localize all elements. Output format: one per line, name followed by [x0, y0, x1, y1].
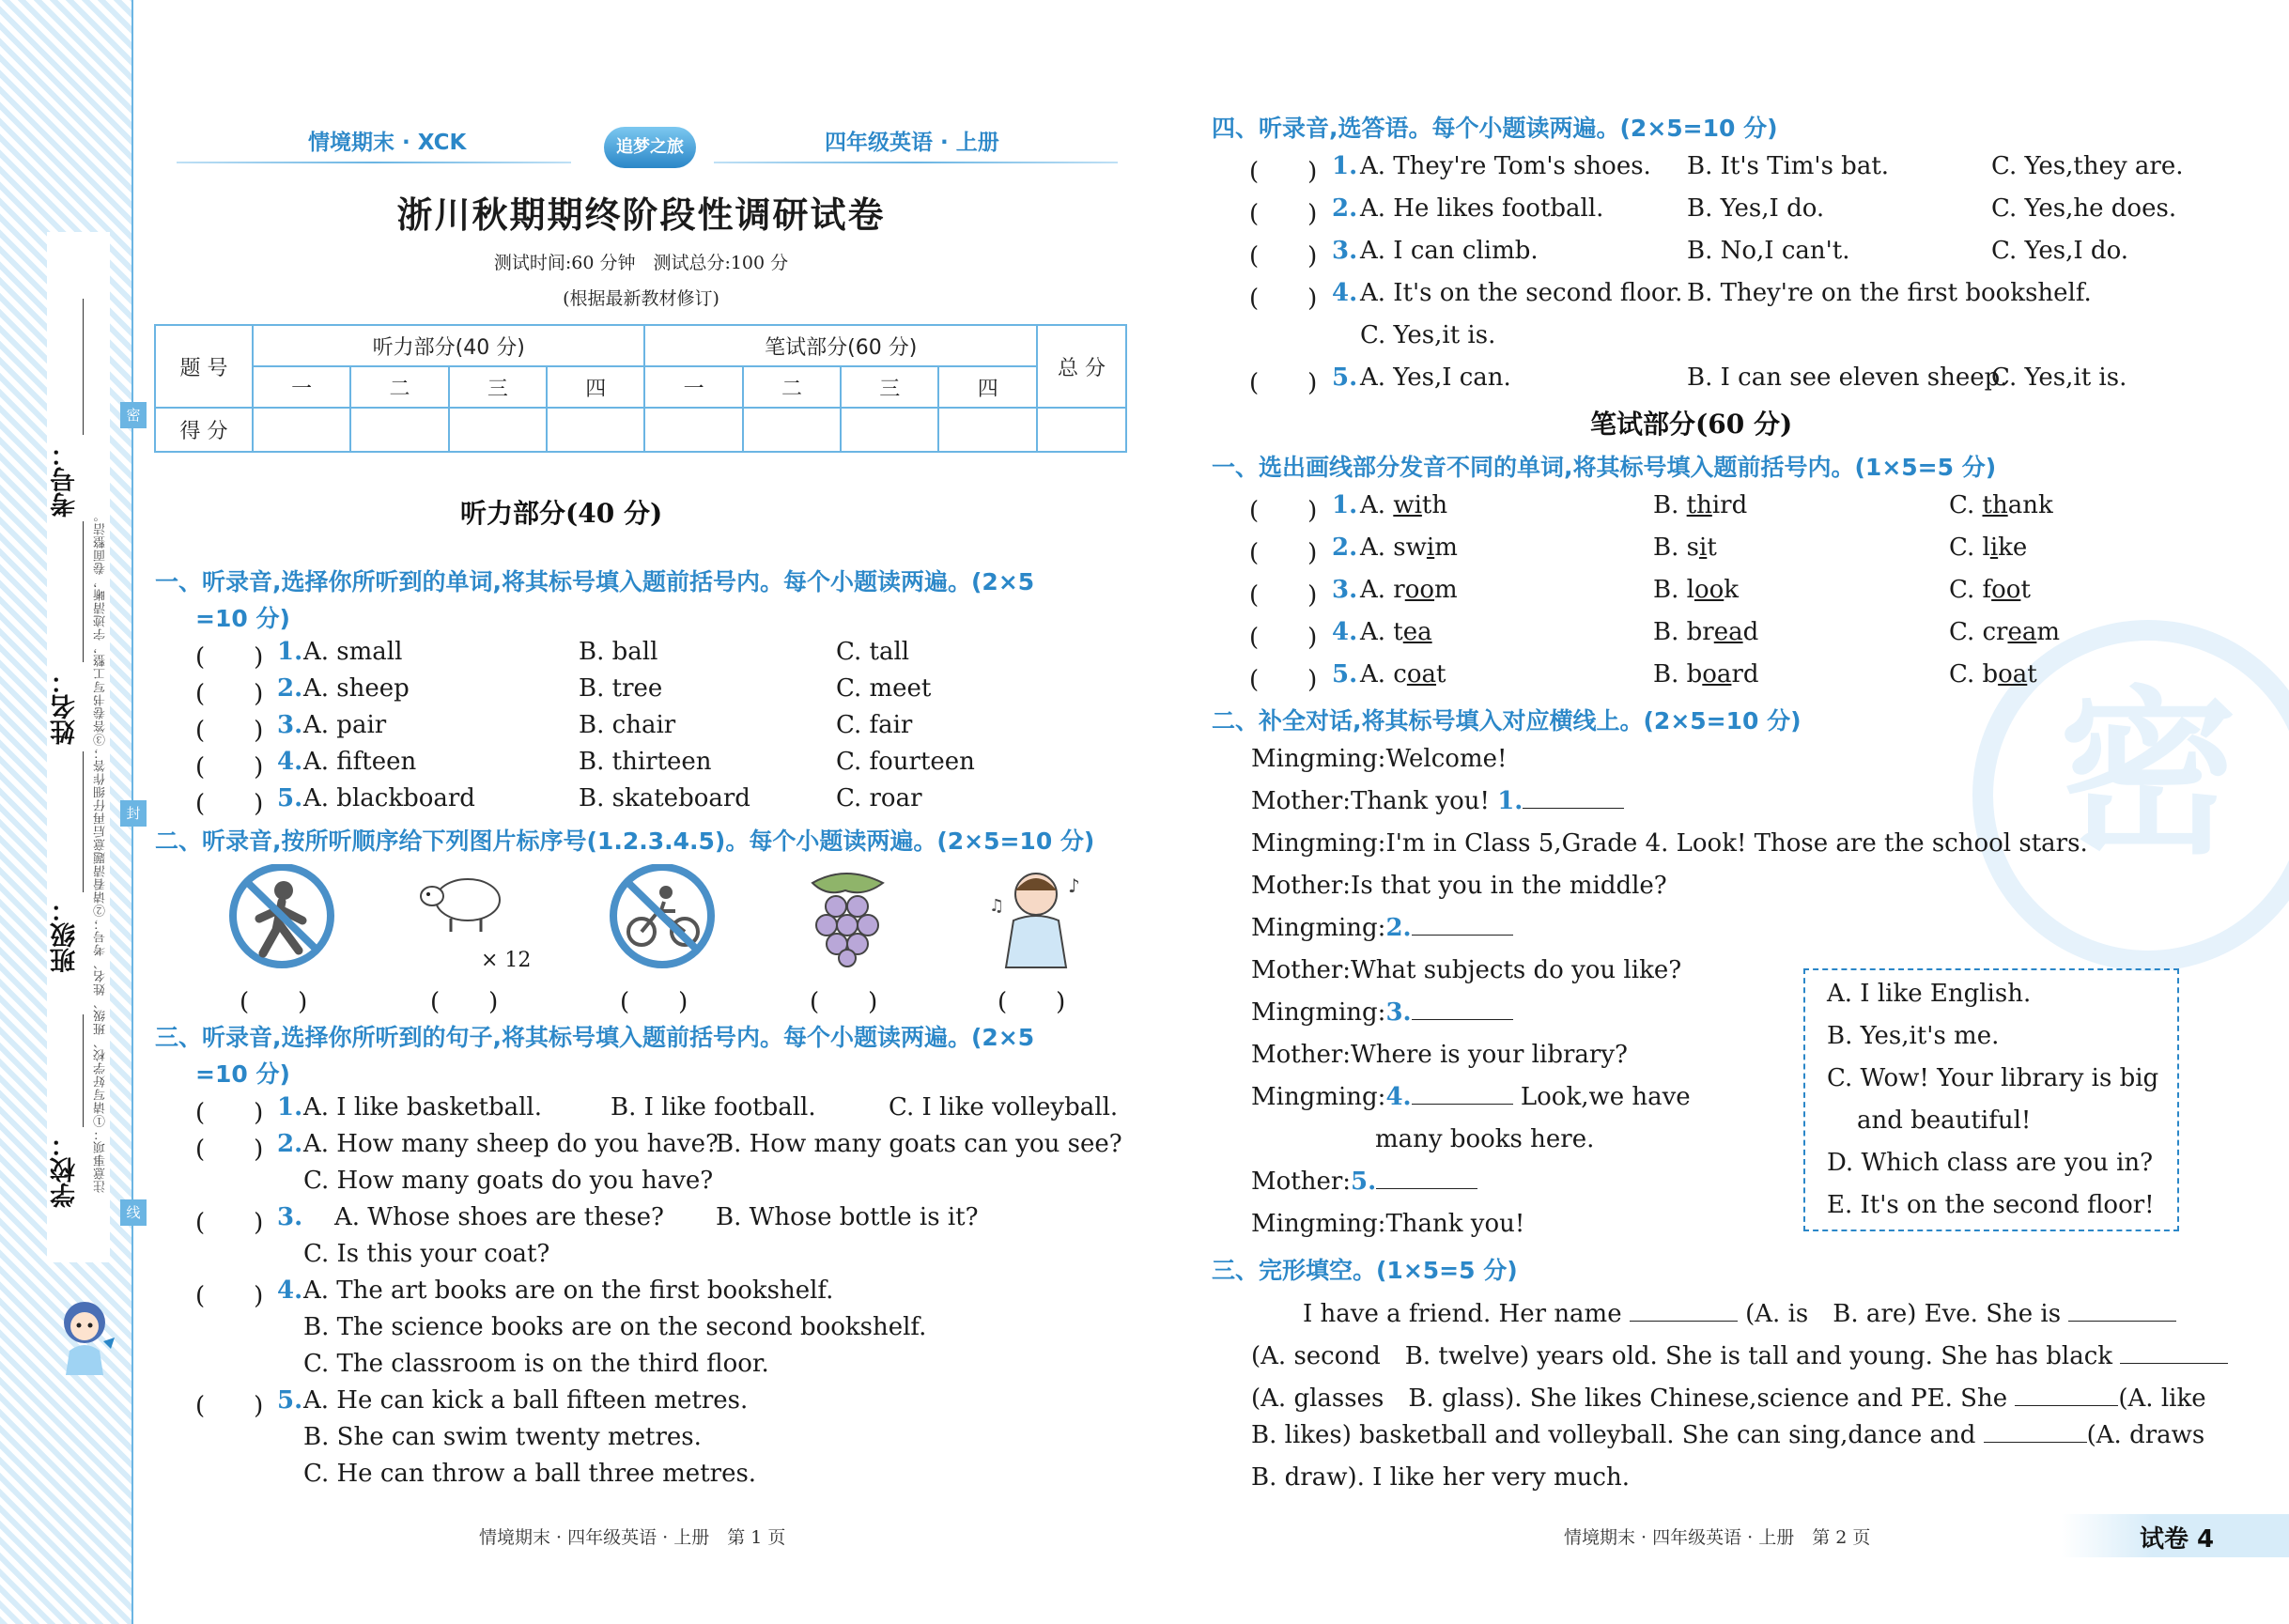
option-c: C. meet: [836, 674, 932, 703]
listening-title: 听力部分(40 分): [460, 498, 663, 529]
cloze-blank-2[interactable]: [2068, 1300, 2176, 1322]
q-number: 3.: [1332, 237, 1358, 265]
score-cell[interactable]: [1037, 408, 1126, 452]
footer-page-1: 情境期末 · 四年级英语 · 上册 第 1 页: [479, 1527, 786, 1548]
option-c: C. like: [1949, 534, 2028, 562]
times-label: × 12: [481, 949, 532, 972]
l-s4-instruction: 四、听录音,选答语。每个小题读两遍。(2×5=10 分): [1212, 115, 1778, 142]
option-b: B. The science books are on the second bookshelf.: [303, 1313, 927, 1341]
answer-bracket[interactable]: ( ): [195, 1136, 264, 1164]
part-cell: 二: [350, 366, 448, 408]
part-cell: 二: [743, 366, 841, 408]
mascot-illustration: [49, 1294, 124, 1379]
dialogue-line: Mother:Where is your library?: [1251, 1041, 1628, 1069]
dialogue-blank-1[interactable]: [1523, 787, 1624, 809]
option-b: B. bread: [1653, 618, 1759, 646]
dialogue-line: many books here.: [1375, 1125, 1595, 1153]
q-number: 2.: [277, 674, 303, 703]
option-a: A. room: [1360, 576, 1458, 604]
answer-bracket[interactable]: ( ): [1249, 369, 1318, 397]
q-number: 3.: [1332, 576, 1358, 604]
option-c: C. Yes,it is.: [1991, 363, 2127, 392]
option-c: C. foot: [1949, 576, 2031, 604]
answer-bracket[interactable]: ( ): [1249, 666, 1318, 694]
picture-bracket-4[interactable]: ( ): [810, 988, 878, 1016]
answer-bracket[interactable]: ( ): [195, 643, 264, 672]
score-label: 得 分: [155, 408, 253, 452]
answer-bracket[interactable]: ( ): [195, 680, 264, 708]
l-s1-instruction: 一、听录音,选择你所听到的单词,将其标号填入题前括号内。每个小题读两遍。(2×5: [155, 568, 1035, 595]
w-s1-instruction: 一、选出画线部分发音不同的单词,将其标号填入题前括号内。(1×5=5 分): [1212, 454, 1997, 481]
option-b: B. board: [1653, 660, 1759, 688]
picture-bracket-3[interactable]: ( ): [620, 988, 688, 1016]
part-cell: 四: [547, 366, 644, 408]
option-b: B. I can see eleven sheep.: [1687, 363, 2008, 392]
option-a: A. with: [1360, 491, 1448, 519]
option-b: B. skateboard: [579, 784, 750, 812]
brand-logo: 追梦之旅: [604, 127, 696, 168]
grapes-picture: [794, 864, 902, 967]
option-b: B. Whose bottle is it?: [716, 1203, 979, 1231]
option-c: C. Yes,I do.: [1991, 237, 2129, 265]
dialogue-option: E. It's on the second floor!: [1827, 1191, 2155, 1219]
q-number: 1.: [277, 638, 303, 666]
l-s3-instruction-2: =10 分): [195, 1060, 290, 1088]
id-label: 考号：: [51, 441, 80, 518]
q-number: 4.: [1332, 279, 1358, 307]
girl-singing-picture: [982, 864, 1094, 972]
class-label: 班级：: [51, 897, 80, 973]
picture-bracket-5[interactable]: ( ): [998, 988, 1066, 1016]
q-number: 1.: [277, 1093, 303, 1121]
score-cell[interactable]: [350, 408, 448, 452]
option-c: C. Is this your coat?: [303, 1240, 550, 1268]
cloze-line: B. draw). I like her very much.: [1251, 1463, 1630, 1492]
class-field-line[interactable]: [83, 751, 84, 892]
q-number: 2.: [1332, 534, 1358, 562]
option-b: B. It's Tim's bat.: [1687, 152, 1890, 180]
l-s2-instruction: 二、听录音,按所听顺序给下列图片标序号(1.2.3.4.5)。每个小题读两遍。(2×5=10 分): [155, 827, 1095, 855]
answer-bracket[interactable]: ( ): [195, 790, 264, 818]
header-rule-right: [714, 162, 1118, 163]
q-number: 4.: [1332, 618, 1358, 646]
option-c: C. How many goats do you have?: [303, 1167, 714, 1195]
option-b: B. third: [1653, 491, 1748, 519]
option-b: B. How many goats can you see?: [716, 1130, 1122, 1158]
score-cell[interactable]: [449, 408, 547, 452]
q-number: 4.: [277, 748, 303, 776]
q-number: 1.: [1332, 152, 1358, 180]
option-a: A. fifteen: [303, 748, 417, 776]
cloze-line: (A. second B. twelve) years old. She is tall and young. She has black: [1251, 1337, 2228, 1371]
option-a: A. I like basketball.: [303, 1093, 542, 1121]
total-header: 总 分: [1037, 325, 1126, 408]
answer-bracket[interactable]: ( ): [1249, 285, 1318, 313]
option-b: B. thirteen: [579, 748, 712, 776]
option-a: A. The art books are on the first bookshelf.: [303, 1276, 834, 1305]
writing-title: 笔试部分(60 分): [1590, 409, 1793, 440]
part-cell: 一: [644, 366, 742, 408]
dialogue-line: Mingming:4. Look,we have: [1251, 1083, 1691, 1111]
paper-number: 试卷 4: [2140, 1525, 2215, 1554]
dialogue-line: Mother:5.: [1251, 1168, 1477, 1196]
q-number: 3.: [277, 1203, 303, 1231]
option-a: A. How many sheep do you have?: [303, 1130, 719, 1158]
answer-bracket[interactable]: ( ): [195, 717, 264, 745]
answer-bracket[interactable]: ( ): [1249, 624, 1318, 652]
q-number: 1.: [1332, 491, 1358, 519]
dialogue-blank-4[interactable]: [1412, 1083, 1513, 1105]
q-number: 5.: [1332, 660, 1358, 688]
dialogue-line: Mingming:3.: [1251, 998, 1513, 1027]
dialogue-blank-3[interactable]: [1412, 998, 1513, 1020]
picture-bracket-2[interactable]: ( ): [430, 988, 499, 1016]
answer-bracket[interactable]: ( ): [1249, 242, 1318, 271]
score-cell[interactable]: [547, 408, 644, 452]
svg-text:♪: ♪: [1068, 874, 1080, 897]
q-number: 4.: [277, 1276, 303, 1305]
option-b: B. ball: [579, 638, 658, 666]
score-cell[interactable]: [743, 408, 841, 452]
cloze-blank-5[interactable]: [1984, 1421, 2087, 1443]
cloze-line: I have a friend. Her name (A. is B. are) Eve. She is: [1303, 1294, 2176, 1329]
option-b: B. No,I can't.: [1687, 237, 1850, 265]
option-a: A. swim: [1360, 534, 1458, 562]
option-a: A. pair: [303, 711, 387, 739]
l-s3-instruction: 三、听录音,选择你所听到的句子,将其标号填入题前括号内。每个小题读两遍。(2×5: [155, 1024, 1035, 1051]
q-number: 2.: [1332, 194, 1358, 223]
option-b: B. Yes,I do.: [1687, 194, 1825, 223]
score-cell[interactable]: [938, 408, 1037, 452]
row-label-num: 题 号: [155, 325, 253, 408]
w-s2-instruction: 二、补全对话,将其标号填入对应横线上。(2×5=10 分): [1212, 707, 1802, 735]
seal-feng: 封: [120, 800, 147, 827]
answer-bracket[interactable]: ( ): [195, 1282, 264, 1310]
listening-header: 听力部分(40 分): [253, 325, 644, 366]
attention-note: 注意事项：①请写好学校、班级、姓名、考号；②请看清题意后再仔细作答；③答卷书写工整，字迹清晰，卷面整洁。: [94, 509, 108, 1193]
score-cell[interactable]: [841, 408, 938, 452]
option-c: C. Yes,it is.: [1360, 321, 1496, 349]
q-number: 2.: [277, 1130, 303, 1158]
picture-bracket-1[interactable]: ( ): [240, 988, 308, 1016]
dialogue-option: B. Yes,it's me.: [1827, 1022, 2000, 1050]
dialogue-option: and beautiful!: [1857, 1106, 2032, 1135]
part-cell: 四: [938, 366, 1037, 408]
name-label: 姓名：: [51, 669, 80, 745]
option-c: C. Yes,they are.: [1991, 152, 2184, 180]
sheep-picture: [413, 864, 517, 939]
option-a: A. Whose shoes are these?: [334, 1203, 664, 1231]
dialogue-line: Mother:Is that you in the middle?: [1251, 872, 1667, 900]
option-a: A. I can climb.: [1360, 237, 1539, 265]
header-right: 四年级英语 · 上册: [825, 131, 999, 155]
option-c: C. fair: [836, 711, 913, 739]
option-b: B. I like football.: [611, 1093, 816, 1121]
part-cell: 一: [253, 366, 350, 408]
dialogue-blank-5[interactable]: [1376, 1168, 1477, 1189]
option-a: A. He likes football.: [1360, 194, 1604, 223]
q-number: 5.: [1332, 363, 1358, 392]
svg-text:♫: ♫: [989, 896, 1005, 916]
watermark-seal: 密: [1972, 620, 2289, 971]
l-s1-instruction-2: =10 分): [195, 605, 290, 632]
header-left: 情境期末 · XCK: [308, 131, 467, 155]
dialogue-line: Mingming:Welcome!: [1251, 745, 1508, 773]
option-c: C. roar: [836, 784, 922, 812]
dialogue-option: D. Which class are you in?: [1827, 1149, 2154, 1177]
part-cell: 三: [841, 366, 938, 408]
header-rule-left: [177, 162, 571, 163]
cloze-blank-3[interactable]: [2120, 1342, 2228, 1364]
cloze-blank-1[interactable]: [1630, 1300, 1738, 1322]
dialogue-line: Mingming:I'm in Class 5,Grade 4. Look! Those are the school stars.: [1251, 829, 2088, 858]
answer-bracket[interactable]: ( ): [1249, 200, 1318, 228]
answer-bracket[interactable]: ( ): [1249, 158, 1318, 186]
option-a: A. He can kick a ball fifteen metres.: [303, 1386, 749, 1415]
option-a: A. It's on the second floor.: [1360, 279, 1683, 307]
cloze-line: (A. glasses B. glass). She likes Chinese,science and PE. She (A. like: [1251, 1384, 2206, 1413]
part-cell: 三: [449, 366, 547, 408]
seal-mi: 密: [120, 402, 147, 428]
dialogue-line: Mingming:2.: [1251, 914, 1513, 942]
option-c: C. boat: [1949, 660, 2037, 688]
name-field-line[interactable]: [83, 521, 84, 662]
school-field-line[interactable]: [83, 1014, 84, 1127]
answer-bracket[interactable]: ( ): [1249, 539, 1318, 567]
test-info: 测试时间:60 分钟 测试总分:100 分: [493, 253, 789, 273]
option-c: C. cream: [1949, 618, 2061, 646]
score-table: [154, 324, 1127, 453]
answer-bracket[interactable]: ( ): [1249, 497, 1318, 525]
option-b: B. chair: [579, 711, 676, 739]
writing-header: 笔试部分(60 分): [644, 325, 1037, 366]
seal-xian: 线: [120, 1199, 147, 1226]
exam-title: 浙川秋期期终阶段性调研试卷: [396, 194, 886, 236]
score-cell[interactable]: [253, 408, 350, 452]
id-field-line[interactable]: [83, 299, 84, 435]
revision-note: (根据最新教材修订): [563, 288, 719, 309]
dialogue-option: A. I like English.: [1827, 980, 2032, 1008]
option-c: C. Yes,he does.: [1991, 194, 2177, 223]
option-b: B. They're on the first bookshelf.: [1687, 279, 2092, 307]
dialogue-line: Mother:What subjects do you like?: [1251, 956, 1682, 984]
answer-bracket[interactable]: ( ): [195, 753, 264, 781]
cloze-line: B. likes) basketball and volleyball. She can sing,dance and (A. draws: [1251, 1421, 2205, 1449]
option-c: C. thank: [1949, 491, 2053, 519]
dialogue-line: Mother:Thank you! 1.: [1251, 787, 1624, 815]
dialogue-line: Mingming:Thank you!: [1251, 1210, 1525, 1238]
option-b: B. look: [1653, 576, 1740, 604]
option-a: A. Yes,I can.: [1360, 363, 1511, 392]
dialogue-blank-2[interactable]: [1412, 914, 1513, 936]
footer-page-2: 情境期末 · 四年级英语 · 上册 第 2 页: [1564, 1527, 1871, 1548]
q-number: 3.: [277, 711, 303, 739]
option-a: A. tea: [1360, 618, 1432, 646]
q-number: 5.: [277, 1386, 303, 1415]
no-bicycle-sign-picture: [606, 864, 723, 977]
option-a: A. They're Tom's shoes.: [1360, 152, 1651, 180]
option-c: C. fourteen: [836, 748, 975, 776]
option-c: C. He can throw a ball three metres.: [303, 1460, 757, 1488]
option-b: B. tree: [579, 674, 663, 703]
q-number: 5.: [277, 784, 303, 812]
option-b: B. sit: [1653, 534, 1717, 562]
w-s3-instruction: 三、完形填空。(1×5=5 分): [1212, 1257, 1518, 1284]
option-a: A. sheep: [303, 674, 410, 703]
no-running-sign-picture: [225, 864, 343, 977]
score-cell[interactable]: [644, 408, 742, 452]
option-c: C. I like volleyball.: [889, 1093, 1119, 1121]
option-a: A. blackboard: [303, 784, 475, 812]
answer-bracket[interactable]: ( ): [195, 1209, 264, 1237]
answer-bracket[interactable]: ( ): [1249, 581, 1318, 610]
answer-bracket[interactable]: ( ): [195, 1392, 264, 1420]
option-b: B. She can swim twenty metres.: [303, 1423, 702, 1451]
option-a: A. coat: [1360, 660, 1446, 688]
answer-bracket[interactable]: ( ): [195, 1099, 264, 1127]
option-c: C. tall: [836, 638, 910, 666]
cloze-blank-4[interactable]: [2015, 1384, 2118, 1406]
option-a: A. small: [303, 638, 403, 666]
option-c: C. The classroom is on the third floor.: [303, 1350, 769, 1378]
dialogue-option: C. Wow! Your library is big: [1827, 1064, 2159, 1092]
school-label: 学校：: [51, 1132, 80, 1208]
